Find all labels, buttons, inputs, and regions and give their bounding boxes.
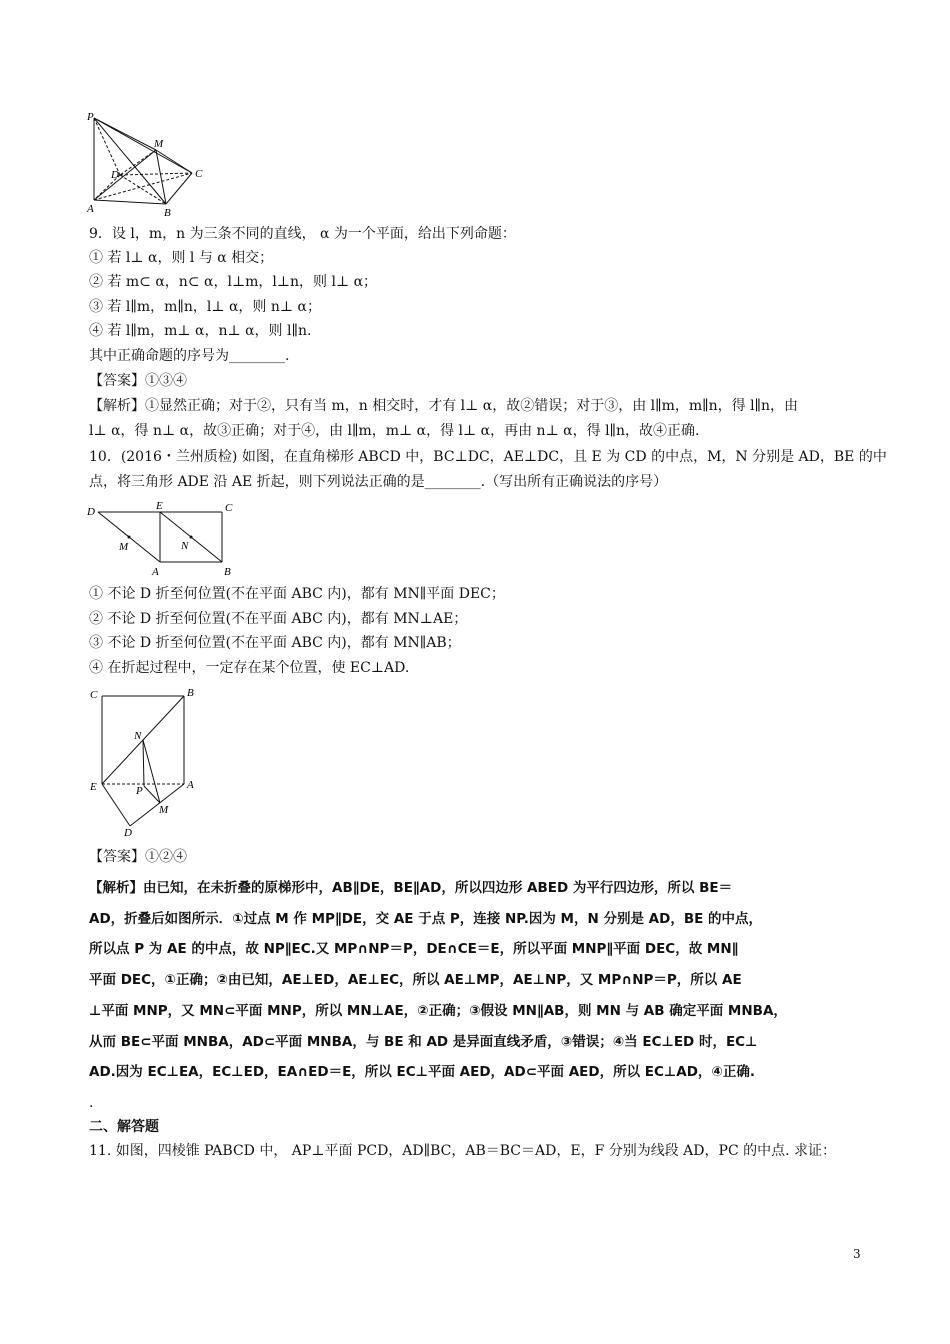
label-B: B <box>164 207 171 218</box>
q10-statement-4: ④ 在折起过程中，一定存在某个位置，使 EC⊥AD. <box>89 660 410 676</box>
q9-answer: 【答案】①③④ <box>89 373 187 389</box>
q10-stem-1: 10．(2016・兰州质检) 如图，在直角梯形 ABCD 中，BC⊥DC，AE⊥DC，且 E 为 CD 的中点，M，N 分别是 AD，BE 的中 <box>89 449 887 465</box>
label-P: P <box>87 111 94 123</box>
q10-analysis-1: 【解析】由已知，在未折叠的原梯形中，AB∥DE，BE∥AD，所以四边形 ABED 为平行四边形，所以 BE＝ <box>89 880 733 896</box>
q10-analysis-5: ⊥平面 MNP，又 MN⊂平面 MNP，所以 MN⊥AE，②正确；③假设 MN∥AB，则 MN 与 AB 确定平面 MNBA， <box>89 1003 787 1019</box>
label-P: P <box>136 785 143 797</box>
figure-folded <box>84 684 214 840</box>
q9-option-3: ③ 若 l∥m，m∥n，l⊥ α，则 n⊥ α； <box>89 299 321 315</box>
label-M: M <box>159 804 169 816</box>
label-D: D <box>87 506 95 518</box>
label-D: D <box>111 169 119 181</box>
label-A: A <box>87 203 94 215</box>
label-M: M <box>154 138 164 150</box>
q9-option-4: ④ 若 l∥m，m⊥ α，n⊥ α，则 l∥n. <box>89 323 312 339</box>
q11-stem: 11. 如图，四棱锥 PABCD 中， AP⊥平面 PCD，AD∥BC，AB＝BC＝AD，E，F 分别为线段 AD，PC 的中点. 求证： <box>89 1143 837 1159</box>
label-E: E <box>156 500 163 512</box>
label-C: C <box>90 689 98 701</box>
label-N: N <box>181 540 189 552</box>
label-C: C <box>195 168 203 180</box>
label-C: C <box>225 502 233 514</box>
label-N: N <box>134 730 142 742</box>
q10-analysis-2: AD，折叠后如图所示．①过点 M 作 MP∥DE，交 AE 于点 P，连接 NP.因为 M，N 分别是 AD，BE 的中点， <box>89 911 763 927</box>
q10-answer: 【答案】①②④ <box>89 849 187 865</box>
label-A: A <box>152 566 159 578</box>
q10-statement-2: ② 不论 D 折至何位置(不在平面 ABC 内)，都有 MN⊥AE； <box>89 611 468 627</box>
figure-trapezoid <box>84 500 244 578</box>
q9-option-1: ① 若 l⊥ α，则 l 与 α 相交； <box>89 250 274 266</box>
q9-prompt: 其中正确命题的序号为________. <box>89 348 290 364</box>
q9-analysis-2: l⊥ α，得 n⊥ α，故③正确；对于④，由 l∥m，m⊥ α，得 l⊥ α，再由 n⊥ α，得 l∥n，故④正确. <box>89 423 700 439</box>
q10-analysis-6: 从而 BE⊂平面 MNBA，AD⊂平面 MNBA，与 BE 和 AD 是异面直线矛盾，③错误；④当 EC⊥ED 时，EC⊥ <box>89 1034 758 1050</box>
q10-analysis-3: 所以点 P 为 AE 的中点，故 NP∥EC.又 MP∩NP＝P，DE∩CE＝E，所以平面 MNP∥平面 DEC，故 MN∥ <box>89 941 739 957</box>
q10-analysis-7: AD.因为 EC⊥EA，EC⊥ED，EA∩ED＝E，所以 EC⊥平面 AED，AD⊂平面 AED，所以 EC⊥AD，④正确. <box>89 1064 755 1080</box>
label-M: M <box>119 541 129 553</box>
q10-stem-2: 点，将三角形 ADE 沿 AE 折起，则下列说法正确的是________.（写出所有正确说法的序号） <box>89 474 668 490</box>
section-heading: 二、解答题 <box>89 1119 159 1135</box>
q10-statement-1: ① 不论 D 折至何位置(不在平面 ABC 内)，都有 MN∥平面 DEC； <box>89 586 505 602</box>
q9-stem: 9．设 l，m，n 为三条不同的直线， α 为一个平面，给出下列命题： <box>89 226 516 242</box>
q10-analysis-4: 平面 DEC，①正确；②由已知，AE⊥ED，AE⊥EC，所以 AE⊥MP，AE⊥NP，又 MP∩NP＝P，所以 AE <box>89 972 742 988</box>
label-A: A <box>187 779 194 791</box>
q9-option-2: ② 若 m⊂ α，n⊂ α，l⊥m，l⊥n，则 l⊥ α； <box>89 274 378 290</box>
page-number: 3 <box>853 1247 861 1261</box>
label-D: D <box>124 827 132 839</box>
q10-statement-3: ③ 不论 D 折至何位置(不在平面 ABC 内)，都有 MN∥AB； <box>89 635 461 651</box>
stray-dot: . <box>89 1095 94 1111</box>
label-E: E <box>90 781 97 793</box>
q9-analysis-1: 【解析】①显然正确；对于②，只有当 m，n 相交时，才有 l⊥ α，故②错误；对于③，由 l∥m，m∥n，得 l∥n，由 <box>89 398 799 414</box>
label-B: B <box>224 566 231 578</box>
figure-pyramid <box>84 110 214 218</box>
label-B: B <box>187 687 194 699</box>
